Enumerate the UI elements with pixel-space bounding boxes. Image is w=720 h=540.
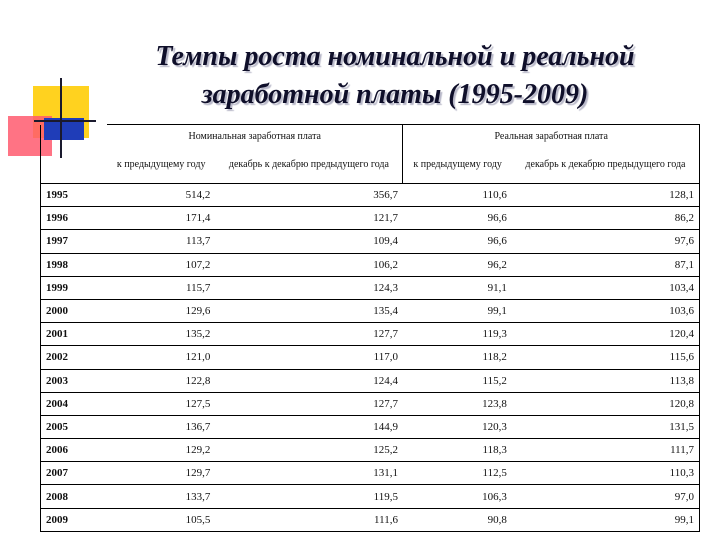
table-row [41, 323, 700, 346]
nominal-prev-year-cell: 122,8 [107, 369, 215, 392]
year-cell: 1995 [41, 184, 108, 207]
year-cell: 2009 [41, 508, 108, 531]
nominal-dec-dec-cell: 125,2 [215, 439, 403, 462]
nominal-prev-year-cell: 136,7 [107, 415, 215, 438]
nominal-dec-dec-cell: 127,7 [215, 323, 403, 346]
nominal-prev-year-cell: 121,0 [107, 346, 215, 369]
real-prev-year-cell: 118,2 [403, 346, 512, 369]
year-cell: 1999 [41, 276, 108, 299]
nominal-dec-dec-cell: 121,7 [215, 207, 403, 230]
nominal-dec-dec-cell: 144,9 [215, 415, 403, 438]
real-prev-year-cell: 118,3 [403, 439, 512, 462]
wage-growth-table [40, 124, 700, 532]
nominal-dec-dec-cell: 117,0 [215, 346, 403, 369]
nominal-dec-dec-cell: 356,7 [215, 184, 403, 207]
sub-header-real-prev-year: к предыдущему году [403, 147, 512, 184]
nominal-dec-dec-cell: 106,2 [215, 253, 403, 276]
sub-header-nominal-dec-dec: декабрь к декабрю предыдущего года [228, 159, 389, 170]
real-prev-year-cell: 115,2 [403, 369, 512, 392]
real-dec-dec-cell: 113,8 [512, 369, 700, 392]
real-prev-year-cell: 96,6 [403, 230, 512, 253]
year-cell: 1998 [41, 253, 108, 276]
nominal-dec-dec-cell: 124,3 [215, 276, 403, 299]
nominal-prev-year-cell: 129,2 [107, 439, 215, 462]
nominal-dec-dec-cell: 109,4 [215, 230, 403, 253]
real-prev-year-cell: 96,6 [403, 207, 512, 230]
real-dec-dec-cell: 128,1 [512, 184, 700, 207]
real-dec-dec-cell: 103,4 [512, 276, 700, 299]
real-prev-year-cell: 112,5 [403, 462, 512, 485]
nominal-dec-dec-cell: 119,5 [215, 485, 403, 508]
table-row [41, 392, 700, 415]
real-prev-year-cell: 120,3 [403, 415, 512, 438]
nominal-prev-year-cell: 107,2 [107, 253, 215, 276]
real-prev-year-cell: 110,6 [403, 184, 512, 207]
nominal-prev-year-cell: 115,7 [107, 276, 215, 299]
real-dec-dec-cell: 115,6 [512, 346, 700, 369]
table-row [41, 253, 700, 276]
nominal-prev-year-cell: 135,2 [107, 323, 215, 346]
sub-header-row [41, 147, 700, 184]
year-cell: 2001 [41, 323, 108, 346]
nominal-dec-dec-cell: 124,4 [215, 369, 403, 392]
table-row [41, 462, 700, 485]
table-row [41, 369, 700, 392]
group-header-row [41, 125, 700, 148]
real-dec-dec-cell: 87,1 [512, 253, 700, 276]
nominal-prev-year-cell: 129,7 [107, 462, 215, 485]
table-row [41, 184, 700, 207]
year-cell: 2004 [41, 392, 108, 415]
nominal-prev-year-cell: 105,5 [107, 508, 215, 531]
year-cell: 2000 [41, 299, 108, 322]
table-row [41, 346, 700, 369]
real-dec-dec-cell: 110,3 [512, 462, 700, 485]
real-prev-year-cell: 91,1 [403, 276, 512, 299]
nominal-prev-year-cell: 171,4 [107, 207, 215, 230]
year-cell: 2002 [41, 346, 108, 369]
group-header-nominal: Номинальная заработная плата [107, 125, 403, 148]
nominal-dec-dec-cell: 135,4 [215, 299, 403, 322]
nominal-dec-dec-cell: 131,1 [215, 462, 403, 485]
real-prev-year-cell: 119,3 [403, 323, 512, 346]
real-prev-year-cell: 106,3 [403, 485, 512, 508]
real-dec-dec-cell: 97,0 [512, 485, 700, 508]
real-dec-dec-cell: 103,6 [512, 299, 700, 322]
table-row [41, 508, 700, 531]
real-prev-year-cell: 123,8 [403, 392, 512, 415]
real-dec-dec-cell: 111,7 [512, 439, 700, 462]
nominal-dec-dec-cell: 127,7 [215, 392, 403, 415]
nominal-prev-year-cell: 127,5 [107, 392, 215, 415]
real-dec-dec-cell: 86,2 [512, 207, 700, 230]
nominal-prev-year-cell: 514,2 [107, 184, 215, 207]
table-row [41, 276, 700, 299]
slide-title: Темпы роста номинальной и реальной заработной платы (1995-2009) [155, 41, 635, 110]
year-cell: 1997 [41, 230, 108, 253]
year-cell: 2003 [41, 369, 108, 392]
year-cell: 1996 [41, 207, 108, 230]
real-prev-year-cell: 99,1 [403, 299, 512, 322]
real-prev-year-cell: 96,2 [403, 253, 512, 276]
year-cell: 2007 [41, 462, 108, 485]
nominal-prev-year-cell: 129,6 [107, 299, 215, 322]
real-dec-dec-cell: 99,1 [512, 508, 700, 531]
table-row [41, 299, 700, 322]
decor-horizontal-line [34, 120, 96, 122]
real-dec-dec-cell: 97,6 [512, 230, 700, 253]
nominal-prev-year-cell: 133,7 [107, 485, 215, 508]
real-dec-dec-cell: 120,8 [512, 392, 700, 415]
real-dec-dec-cell: 120,4 [512, 323, 700, 346]
sub-header-nominal-prev-year: к предыдущему году [116, 159, 206, 170]
year-cell: 2006 [41, 439, 108, 462]
table-row [41, 415, 700, 438]
real-dec-dec-cell: 131,5 [512, 415, 700, 438]
nominal-dec-dec-cell: 111,6 [215, 508, 403, 531]
real-prev-year-cell: 90,8 [403, 508, 512, 531]
year-cell: 2008 [41, 485, 108, 508]
group-header-real: Реальная заработная плата [403, 125, 700, 148]
table-body [41, 184, 700, 532]
year-cell: 2005 [41, 415, 108, 438]
table-row [41, 439, 700, 462]
sub-header-real-dec-dec: декабрь к декабрю предыдущего года [512, 147, 700, 184]
table-row [41, 485, 700, 508]
nominal-prev-year-cell: 113,7 [107, 230, 215, 253]
table-row [41, 230, 700, 253]
table-row [41, 207, 700, 230]
